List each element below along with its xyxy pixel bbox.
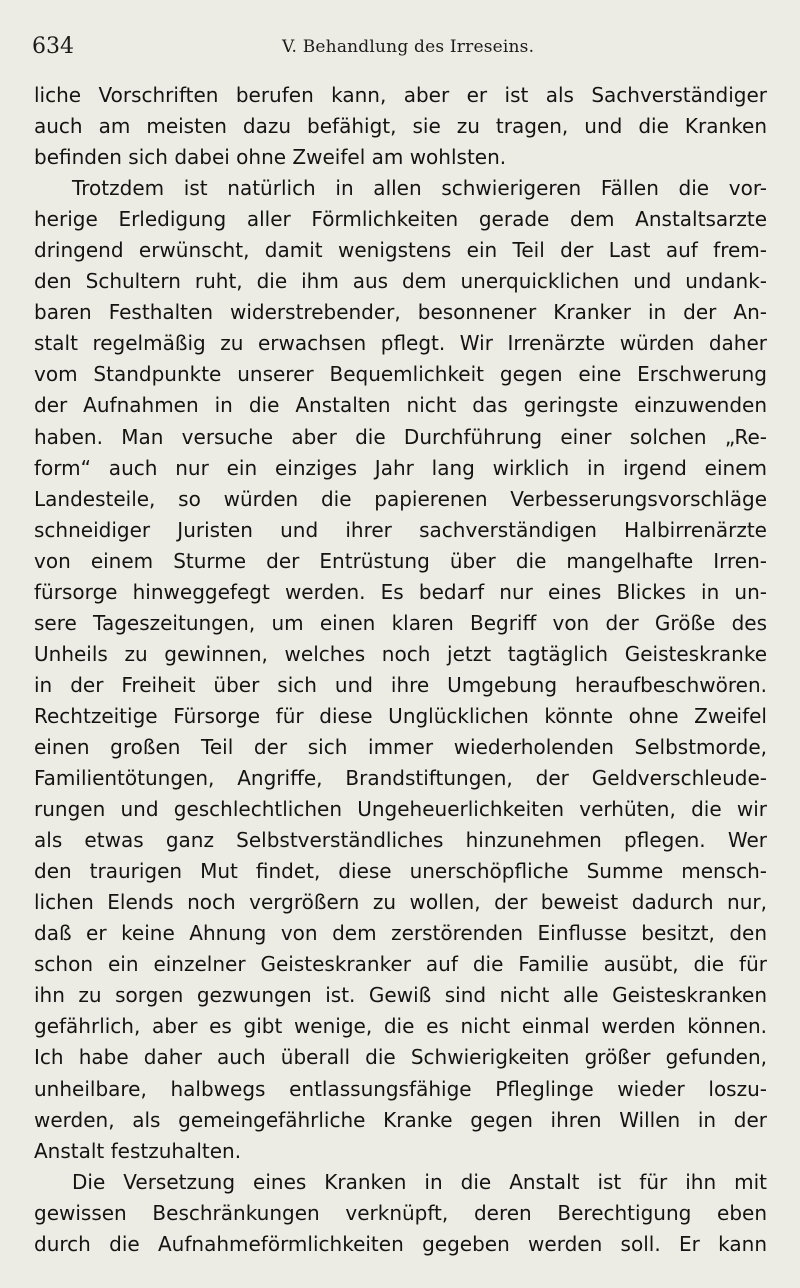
text-line: dringend erwünscht, damit wenigstens ein Teil der Last auf frem- — [34, 238, 767, 263]
text-line: form“ auch nur ein einziges Jahr lang wirklich in irgend einem — [34, 455, 767, 480]
text-line: baren Festhalten widerstrebender, besonnener Kranker in der An- — [34, 300, 767, 325]
text-line: lichen Elends noch vergrößern zu wollen, der beweist dadurch nur, — [34, 890, 767, 915]
text-line: Landesteile, so würden die papierenen Verbesserungsvorschläge — [34, 486, 767, 511]
text-line: sere Tageszeitungen, um einen klaren Begriff von der Größe des — [34, 610, 767, 635]
text-line: unheilbare, halbwegs entlassungsfähige Pfleglinge wieder loszu- — [34, 1076, 767, 1101]
text-line: Unheils zu gewinnen, welches noch jetzt tagtäglich Geisteskranke — [34, 641, 767, 666]
text-line: Trotzdem ist natürlich in allen schwierigeren Fällen die vor- — [72, 176, 767, 201]
text-line: befinden sich dabei ohne Zweifel am wohlsten. — [34, 145, 507, 170]
text-line: in der Freiheit über sich und ihre Umgebung heraufbeschwören. — [34, 672, 767, 697]
text-line: als etwas ganz Selbstverständliches hinzunehmen pflegen. Wer — [34, 828, 767, 853]
text-line: liche Vorschriften berufen kann, aber er ist als Sachverständiger — [34, 83, 767, 107]
text-line: vom Standpunkte unserer Bequemlichkeit gegen eine Erschwerung — [34, 362, 767, 387]
text-line: durch die Aufnahmeförmlichkeiten gegeben werden soll. Er kann — [34, 1231, 767, 1256]
text-line: schneidiger Juristen und ihrer sachverständigen Halbirrenärzte — [34, 517, 767, 542]
text-line: fürsorge hinweggefegt werden. Es bedarf nur eines Blickes in un- — [34, 579, 767, 604]
text-line: rungen und geschlechtlichen Ungeheuerlichkeiten verhüten, die wir — [34, 797, 767, 822]
text-line: Die Versetzung eines Kranken in die Anstalt ist für ihn mit — [72, 1169, 767, 1194]
text-line: den traurigen Mut findet, diese unerschöpfliche Summe mensch- — [34, 859, 767, 884]
text-line: Rechtzeitige Fürsorge für diese Unglücklichen könnte ohne Zweifel — [34, 703, 767, 728]
text-line: den Schultern ruht, die ihm aus dem unerquicklichen und undank- — [34, 269, 767, 294]
text-line: von einem Sturme der Entrüstung über die mangelhafte Irren- — [34, 548, 767, 573]
running-head — [32, 30, 768, 64]
text-line: Familientötungen, Angriffe, Brandstiftungen, der Geldverschleude- — [34, 766, 767, 791]
text-line: ihn zu sorgen gezwungen ist. Gewiß sind nicht alle Geisteskranken — [34, 983, 767, 1008]
text-line: Anstalt festzuhalten. — [34, 1138, 242, 1163]
text-line: Ich habe daher auch überall die Schwierigkeiten größer gefunden, — [34, 1045, 767, 1070]
body-text — [34, 80, 767, 1260]
text-line: der Aufnahmen in die Anstalten nicht das geringste einzuwenden — [34, 393, 767, 418]
text-line: haben. Man versuche aber die Durchführung einer solchen „Re- — [34, 424, 767, 449]
text-line: einen großen Teil der sich immer wiederholenden Selbstmorde, — [34, 734, 767, 759]
page-number: 634 — [32, 34, 74, 59]
text-line: stalt regelmäßig zu erwachsen pflegt. Wir Irrenärzte würden daher — [34, 331, 767, 356]
text-line: auch am meisten dazu befähigt, sie zu tragen, und die Kranken — [34, 114, 767, 139]
text-line: werden, als gemeingefährliche Kranke gegen ihren Willen in der — [34, 1107, 767, 1132]
running-title: V. Behandlung des Irreseins. — [282, 37, 535, 57]
text-line: schon ein einzelner Geisteskranker auf die Familie ausübt, die für — [34, 952, 767, 977]
text-line: daß er keine Ahnung von dem zerstörenden Einflusse besitzt, den — [34, 921, 767, 946]
text-line: gewissen Beschränkungen verknüpft, deren Berechtigung eben — [34, 1200, 767, 1225]
text-line: gefährlich, aber es gibt wenige, die es nicht einmal werden können. — [34, 1014, 767, 1039]
text-line: herige Erledigung aller Förmlichkeiten gerade dem Anstaltsarzte — [34, 207, 767, 232]
